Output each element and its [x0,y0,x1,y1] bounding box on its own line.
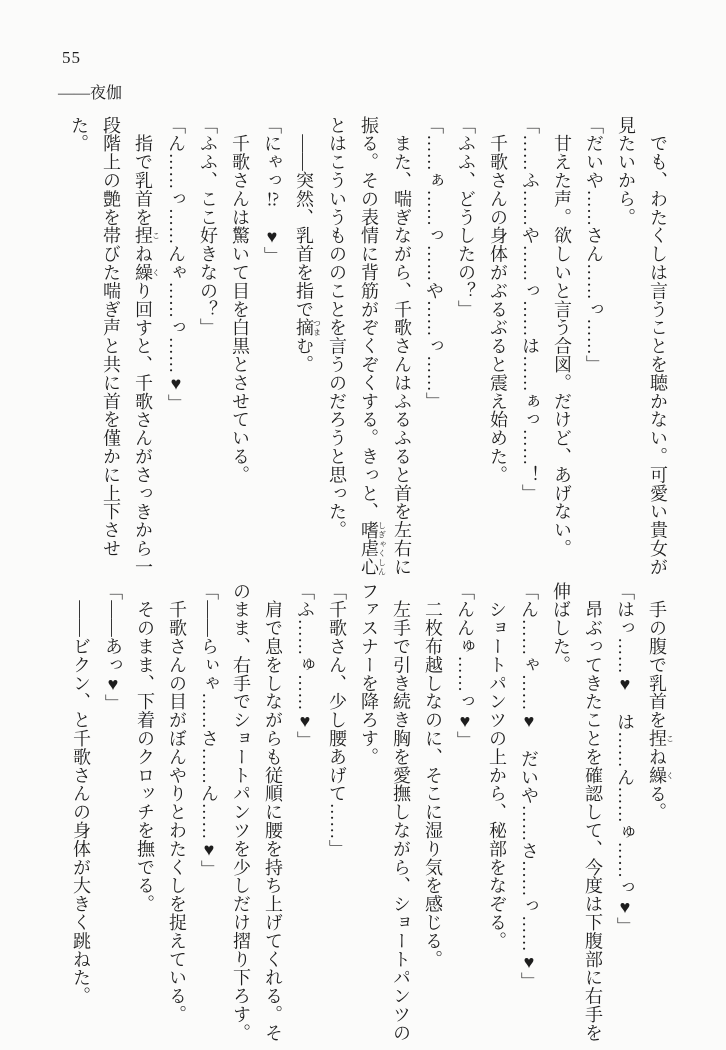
text-column: 手の腹で乳首を捏こね繰くる。 [647,582,675,822]
text-column: 肩で息をしながらも従順に腰を持ち上げてくれる。そ [263,582,283,1042]
chapter-header: ——夜伽 [58,85,123,102]
text-column: 見たいから。 [616,116,636,227]
text-column: 千歌さんは驚いて目を白黒とさせている。 [230,116,250,484]
page-number: 55 [62,48,81,67]
text-column: 「ふふ、どうしたの？」 [456,116,476,319]
text-column: 「千歌さん、少し腰あげて……」 [327,582,347,858]
text-column: 昂ぶってきたことを確認して、今度は下腹部に右手を [583,582,603,1042]
text-column: 「……ぁ……っ……や……っ……」 [424,116,444,411]
text-column: 「ん……ゃ……♥ だいや……さ……っ……♥」 [519,582,539,991]
text-column: 指で乳首を捏こね繰くり回すと、千歌さんがさっきから一 [133,116,161,577]
text-column: 「……ふ……や……っ……は……ぁっ……！」 [520,116,540,503]
text-column: 振る。その表情に背筋がぞくぞくする。きっと、嗜虐心しぎゃくしん [359,116,387,577]
text-column: 「ふふ、ここ好きなの？」 [198,116,218,337]
text-column: 千歌さんの身体がぶるぶると震え始めた。 [488,116,508,484]
text-column: 「——らぃゃ……さ……ん……♥」 [199,582,219,879]
text-column: ショートパンツの上から、秘部をなぞる。 [487,582,507,950]
text-column: 「——あっ♥」 [103,582,123,713]
text-column: 伸ばした。 [551,582,571,674]
text-column: 左手で引き続き胸を愛撫しながら、ショートパンツの [391,582,411,1042]
text-column: た。 [69,116,89,153]
text-block-lower [65,582,674,1046]
text-column: 「はっ……♥ は……ん……ゅ……っ♥」 [615,582,635,936]
text-column: 二枚布越しなのに、そこに湿り気を感じる。 [423,582,443,969]
text-column: でも、わたくしは言うことを聴かない。可愛い貴女が [648,116,668,576]
text-column: 千歌さんの目がぼんやりとわたくしを捉えている。 [167,582,187,1024]
text-column: 「ん……っ……んゃ……っ……♥」 [166,116,186,413]
text-column: 段階上の艶を帯びた喘ぎ声と共に首を僅かに上下させ [101,116,121,558]
text-column: 甘えた声。欲しいと言う合図。だけど、あげない。 [552,116,572,558]
text-column: とはこういうもののことを言うのだろうと思った。 [327,116,347,540]
text-column: 「だいや……さん……っ……」 [584,116,604,374]
text-column: 「にゃっ⁉ ♥」 [262,116,282,266]
text-column: のまま、右手でショートパンツを少しだけ摺り下ろす。 [231,582,251,1042]
text-column: そのまま、下着のクロッチを撫でる。 [135,582,155,914]
text-column: ファスナーを降ろす。 [359,582,379,766]
text-column: また、喘ぎながら、千歌さんはふるふると首を左右に [392,116,412,576]
text-column: ——突然、乳首を指で摘つまむ。 [294,116,322,374]
text-column: ——ビクン、と千歌さんの身体が大きく跳ねた。 [71,582,91,1006]
text-block-upper [63,116,674,580]
text-column: 「ふ……ゅ……♥」 [295,582,315,750]
text-column: 「んんゅ……っ♥」 [455,582,475,750]
